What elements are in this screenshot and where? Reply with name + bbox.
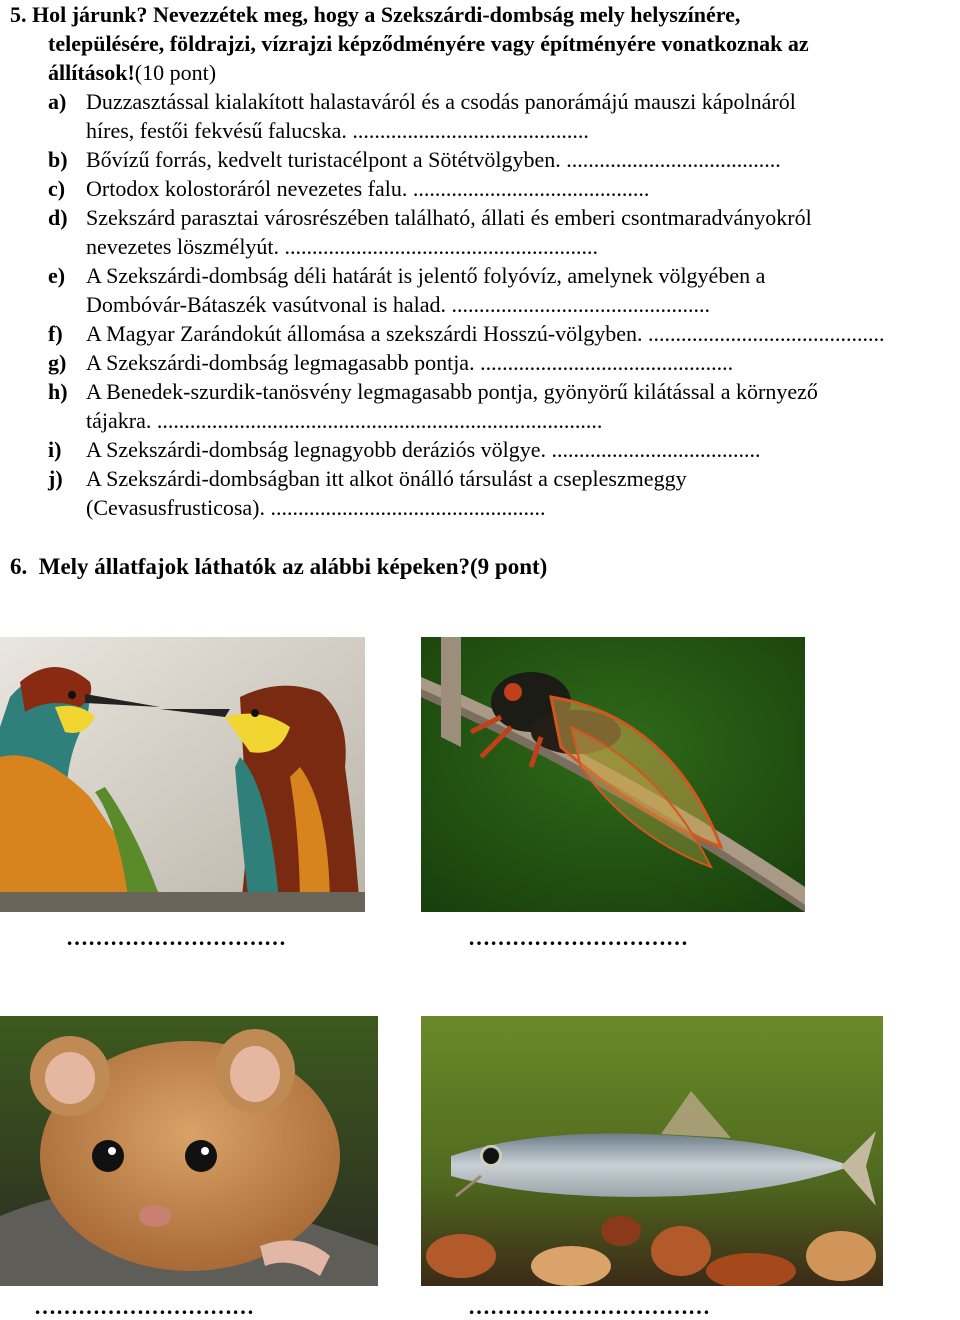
q5-item-letter: f)	[48, 321, 63, 346]
q5-item-text: A Benedek-szurdik-tanösvény legmagasabb pontja, gyönyörű kilátással a környező	[86, 379, 818, 404]
q5-item-letter: b)	[48, 147, 68, 172]
q5-item-text: Duzzasztással kialakított halastaváról és a csodás panorámájú mauszi kápolnáról	[86, 89, 796, 114]
q5-item-letter: j)	[48, 466, 63, 491]
q5-title-line-1	[10, 0, 740, 29]
q5-item-text: A Szekszárdi-dombság legnagyobb deráziós völgye. ......................................	[86, 437, 761, 462]
q5-item-text: Ortodox kolostoráról nevezetes falu. ...........................................	[86, 176, 650, 201]
q5-item-letter: i)	[48, 437, 62, 462]
q5-item-letter: c)	[48, 176, 66, 201]
q6-title-text: Mely állatfajok láthatók az alábbi képeken?	[38, 554, 471, 579]
q5-item-letter: h)	[48, 379, 68, 404]
answer-blank-3[interactable]: …………………………	[34, 1294, 254, 1319]
q5-item-text: Szekszárd parasztai városrészében található, állati és emberi csontmaradványokról	[86, 205, 812, 230]
q5-item-text: (Cevasusfrusticosa). ..................................................	[86, 495, 546, 520]
q5-title-line-3	[48, 58, 216, 87]
photo-dormouse	[0, 1016, 378, 1286]
photo-bee-eaters	[0, 637, 365, 912]
q6-number: 6.	[10, 554, 28, 579]
q5-item-letter: a)	[48, 89, 67, 114]
q6-title	[10, 552, 547, 581]
photo-loach-fish	[421, 1016, 883, 1286]
q5-title-line-2: településére, földrajzi, vízrajzi képződményére vagy építményére vonatkoznak az	[48, 31, 809, 56]
q5-item-text: Bővízű forrás, kedvelt turistacélpont a Sötétvölgyben. .......................................	[86, 147, 781, 172]
q5-item-text: nevezetes löszmélyút. .........................................................	[86, 234, 599, 259]
q5-title-text-3: állítások!	[48, 60, 135, 85]
q5-item-text: Dombóvár-Bátaszék vasútvonal is halad. ...............................................	[86, 292, 711, 317]
q5-number: 5.	[10, 2, 27, 27]
q5-item-text: A Szekszárdi-dombság déli határát is jelentő folyóvíz, amelynek völgyében a	[86, 263, 766, 288]
q5-item-text: híres, festői fekvésű falucska. ...........................................	[86, 118, 589, 143]
q6-points: (9 pont)	[470, 554, 548, 579]
q5-points: (10 pont)	[134, 60, 217, 85]
q5-item-letter: e)	[48, 263, 66, 288]
q5-item-letter: g)	[48, 350, 67, 375]
q5-item-text: A Szekszárdi-dombság legmagasabb pontja. ..............................................	[86, 350, 734, 375]
q5-item-text: A Szekszárdi-dombságban itt alkot önálló társulást a csepleszmeggy	[86, 466, 687, 491]
answer-blank-4[interactable]: ……………………………	[468, 1294, 710, 1319]
q5-item-text: tájakra. .................................................................................	[86, 408, 603, 433]
answer-blank-2[interactable]: …………………………	[468, 925, 688, 950]
q5-item-letter: d)	[48, 205, 68, 230]
answer-blank-1[interactable]: …………………………	[66, 925, 286, 950]
q5-title-text-1: Hol járunk? Nevezzétek meg, hogy a Szekszárdi-dombság mely helyszínére,	[32, 2, 741, 27]
q5-item-text: A Magyar Zarándokút állomása a szekszárdi Hosszú-völgyben. ...........................................	[86, 321, 885, 346]
photo-cicada	[421, 637, 805, 912]
